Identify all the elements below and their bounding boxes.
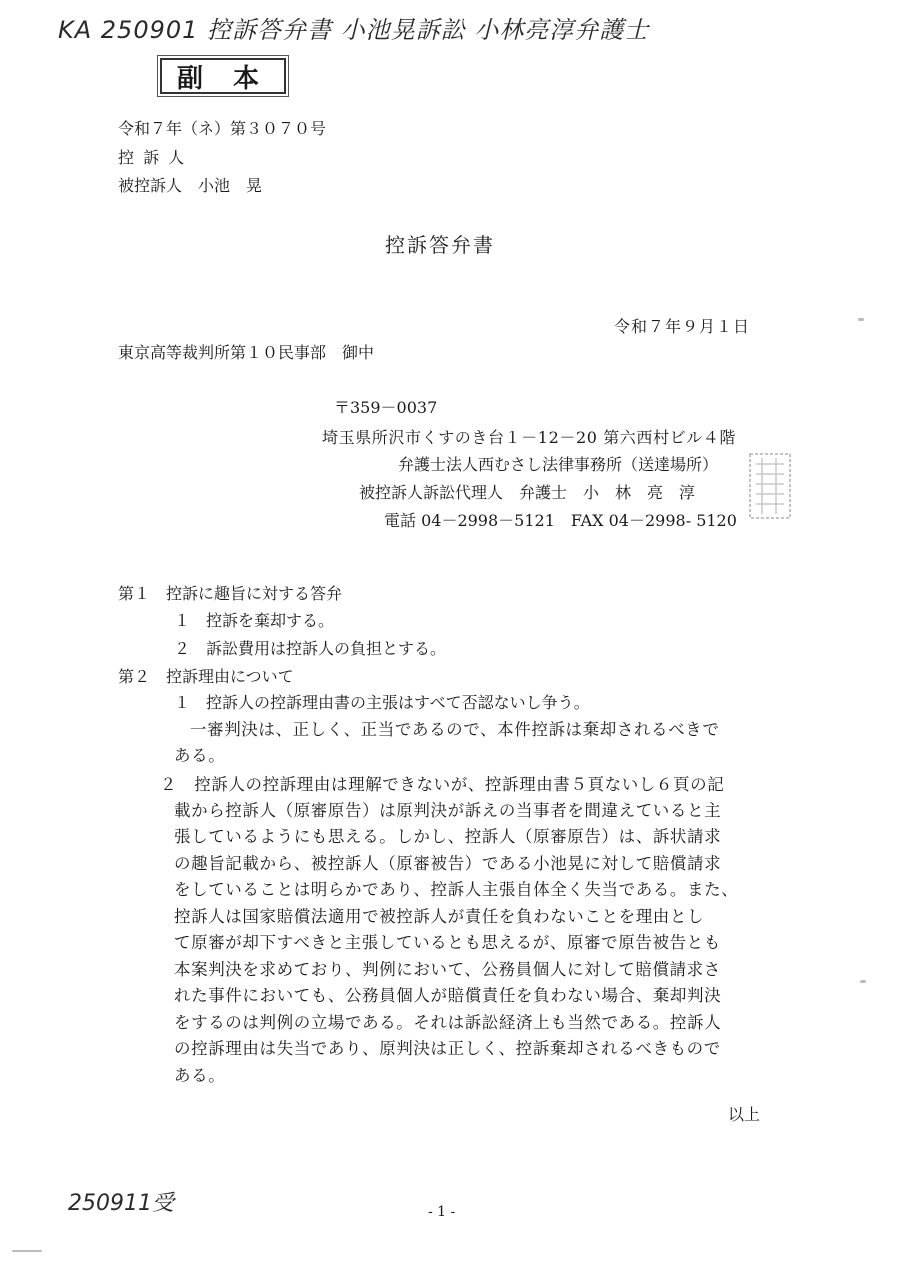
section-2-item-1-body-line: ある。: [174, 746, 226, 765]
section-2-item-2-line: ２ 控訴人の控訴理由は理解できないが、控訴理由書５頁ないし６頁の記: [160, 775, 725, 794]
section-2-item-2-line: の控訴理由は失当であり、原判決は正しく、控訴棄却されるべきもので: [174, 1039, 721, 1058]
section-2-item-2-line: れた事件においても、公務員個人が賠償責任を負わない場合、棄却判決: [174, 986, 722, 1005]
appellant-label: 控 訴 人: [118, 148, 187, 167]
attorney-name: 被控訴人訴訟代理人 弁護士 小 林 亮 淳: [359, 483, 696, 502]
scan-speck: [860, 980, 866, 983]
contact-info: 電話 04－2998－5121 FAX 04－2998- 5120: [384, 511, 737, 530]
section-1-item-2: ２ 訴訟費用は控訴人の負担とする。: [174, 639, 447, 658]
sender-address: 埼玉県所沢市くすのき台１－12－20 第六西村ビル４階: [322, 428, 737, 447]
section-2-item-2-line: の趣旨記載から、被控訴人（原審被告）である小池晃に対して賠償請求: [174, 854, 722, 873]
section-2-item-2-line: をするのは判例の立場である。それは訴訟経済上も当然である。控訴人: [174, 1013, 722, 1032]
scan-speck: [858, 318, 864, 321]
law-firm: 弁護士法人西むさし法律事務所（送達場所）: [398, 455, 719, 474]
section-2-item-2-line: て原審が却下すべきと主張しているとも思えるが、原審で原告被告とも: [174, 933, 721, 952]
closing-ijou: 以上: [728, 1105, 761, 1124]
section-2-heading: 第２ 控訴理由について: [118, 667, 294, 686]
document-date: 令和７年９月１日: [614, 317, 751, 336]
postal-code: 〒359－0037: [334, 398, 438, 417]
section-2-item-1: １ 控訴人の控訴理由書の主張はすべて否認ないし争う。: [174, 693, 590, 712]
section-2-item-1-body-line: 一審判決は、正しく、正当であるので、本件控訴は棄却されるべきで: [190, 720, 720, 739]
handwritten-receipt-note: 250911受: [68, 1191, 174, 1216]
seal-stamp-icon: [748, 452, 792, 520]
section-2-item-2-line: 控訴人は国家賠償法適用で被控訴人が責任を負わないことを理由とし: [174, 907, 705, 926]
section-1-heading: 第１ 控訴に趣旨に対する答弁: [118, 584, 343, 603]
page-number: - 1 -: [428, 1204, 456, 1220]
handwritten-file-note: KA 250901 控訴答弁書 小池晃訴訟 小林亮淳弁護士: [58, 16, 650, 44]
court-addressee: 東京高等裁判所第１０民事部 御中: [118, 343, 375, 362]
section-2-item-2-line: ある。: [174, 1066, 226, 1085]
section-2-item-2-line: 張しているようにも思える。しかし、控訴人（原審原告）は、訴状請求: [174, 827, 722, 846]
case-number: 令和７年（ネ）第３０７０号: [118, 119, 327, 138]
section-2-item-2-line: をしていることは明らかであり、控訴人主張自体全く失当である。また、: [174, 880, 739, 899]
copy-stamp: 副本: [160, 58, 286, 94]
section-1-item-1: １ 控訴を棄却する。: [174, 611, 335, 630]
section-2-item-2-line: 本案判決を求めており、判例において、公務員個人に対して賠償請求さ: [174, 960, 721, 979]
scan-speck: [12, 1250, 42, 1252]
appellee-name: 被控訴人 小池 晃: [118, 176, 263, 195]
document-title: 控訴答弁書: [385, 233, 495, 257]
section-2-item-2-line: 載から控訴人（原審原告）は原判決が訴えの当事者を間違えていると主: [174, 801, 722, 820]
